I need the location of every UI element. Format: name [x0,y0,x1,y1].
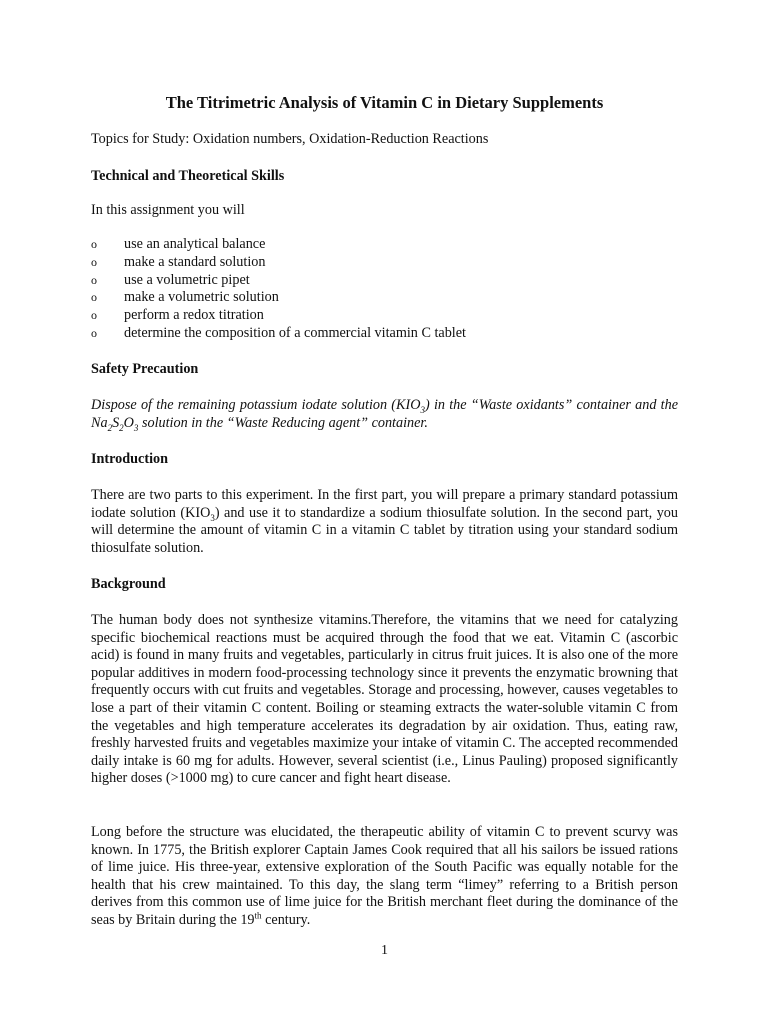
list-item-text: determine the composition of a commercial vitamin C tablet [124,324,466,341]
list-item [91,272,466,290]
bullet-icon: o [91,308,97,323]
list-item-text: use a volumetric pipet [124,271,250,288]
introduction-heading: Introduction [91,451,168,467]
safety-heading: Safety Precaution [91,361,199,377]
skills-heading: Technical and Theoretical Skills [91,168,285,184]
bullet-icon: o [91,290,97,305]
list-item [91,325,466,343]
safety-text: Dispose of the remaining potassium iodate solution $(KIO_3)$ in the “Waste oxidants” container and the $Na_2S_2O_3$ solution in the “Waste Reducing agent” container. [91,397,678,433]
background-heading: Background [91,576,166,592]
document-page [91,0,678,1024]
bullet-icon: o [91,237,97,251]
skills-intro: In this assignment you will [91,202,245,218]
list-item [91,289,466,307]
list-item [91,254,466,272]
list-item [91,236,466,254]
list-item-text: make a volumetric solution [124,289,279,306]
background-paragraph-2: Long before the structure was elucidated, the therapeutic ability of vitamin C to prevent scurvy was known. In 1775, the British explorer Captain James Cook required that all his sailors be issued rations of lime juice. His three-year, extensive exploration of the South Pacific was equally notable for the health that his crew maintained. To this day, the slang term “limey” referring to a British person derives from this common use of lime juice for the British merchant fleet during the dominance of the seas by Britain during the 19th century. [91,824,678,928]
background-paragraph-1: The human body does not synthesize vitamins.Therefore, the vitamins that we need for catalyzing specific biochemical reactions must be acquired through the food that we eat. Vitamin C (ascorbic acid) is found in many fruits and vegetables, particularly in citrus fruit juices. It is also one of the more popular additives in modern food-processing technology since it prevents the enzymatic browning that frequently occurs with cut fruits and vegetables. Storage and processing, however, causes vegetables to lose a part of their vitamin C content. Boiling or steaming extracts the water-soluble vitamin C from the vegetables and high temperature accelerates its degradation by air oxidation. Thus, eating raw, freshly harvested fruits and vegetables maximize your intake of vitamin C. The accepted recommended daily intake is 60 mg for adults. However, several scientist (i.e., Linus Pauling) proposed significantly higher doses (>1000 mg) to cure cancer and fight heart disease. [91,612,678,787]
topics-line: Topics for Study: Oxidation numbers, Oxidation-Reduction Reactions [91,131,489,147]
bullet-icon: o [91,272,97,287]
introduction-text: There are two parts to this experiment. In the first part, you will prepare a primary standard potassium iodate solution $(KIO_3)$ and use it to standardize a sodium thiosulfate solution. In the second part, you will determine the amount of vitamin C in a vitamin C tablet by titration using your standard sodium thiosulfate solution. [91,487,678,556]
skills-list [91,236,466,343]
bullet-icon: o [91,325,97,340]
page-number: 1 [381,943,388,958]
list-item-text: use an analytical balance [124,236,266,252]
list-item-text: perform a redox titration [124,307,264,324]
document-title: The Titrimetric Analysis of Vitamin C in Dietary Supplements [165,93,604,112]
list-item [91,307,466,325]
bullet-icon: o [91,254,97,269]
list-item-text: make a standard solution [124,253,266,270]
